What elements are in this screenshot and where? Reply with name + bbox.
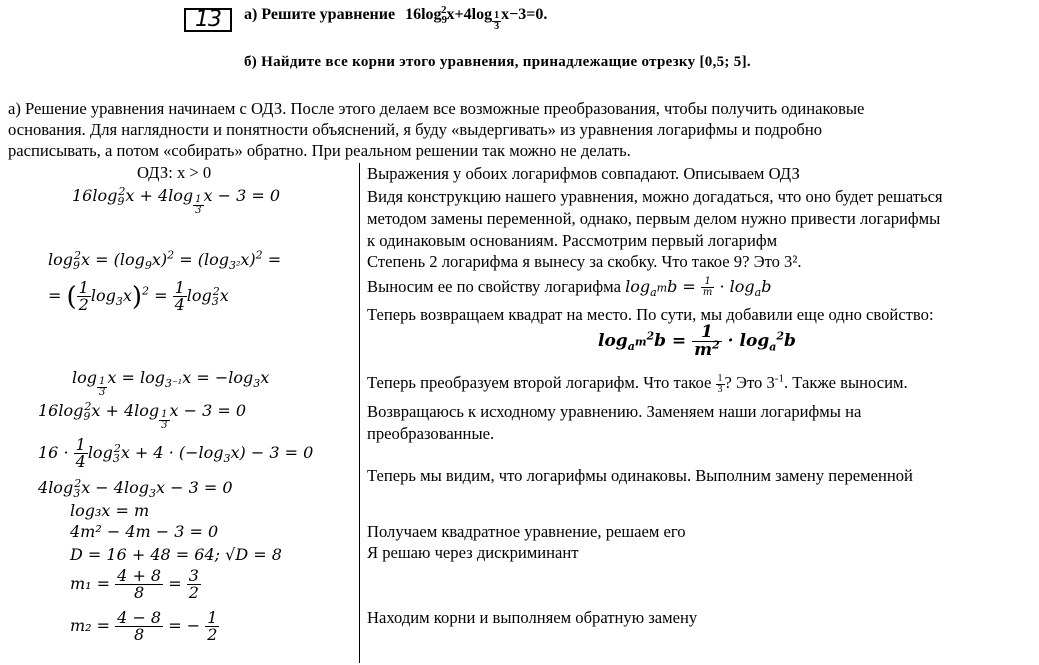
m2-lhs: m₂ = [70, 616, 111, 635]
right-line-8: Теперь преобразуем второй логарифм. Что такое $\frac{1}{3}$ ? Это $3^{-1}$. Также выносим. [367, 372, 908, 395]
equation-repeat: $16\log_9^2x + 4\log$ $\frac{1}{3}$ x − 3 = 0 [38, 399, 247, 431]
right-line-4: к одинаковым основаниям. Рассмотрим первый логарифм [367, 231, 778, 250]
m1-res-den: 2 [188, 583, 199, 602]
task-number: 13 [195, 7, 221, 32]
root-m2: m₂ = $\frac{4 - 8}{8}$ = − $\frac{1}{2}$ [70, 608, 218, 644]
m1-num: 4 + 8 [117, 566, 162, 585]
quadratic-equation: 4m² − 4m − 3 = 0 [70, 522, 219, 541]
equation-original: $16\log_9^2x + 4\log$ $\frac{1}{3}$ x − 3 = 0 [72, 184, 281, 216]
right-line-12: Получаем квадратное уравнение, решаем его [367, 522, 686, 541]
equation-simplified: $4\log_3^2x - 4\log_3x - 3 = 0$ [38, 476, 233, 501]
log-property-bold: $\log_{a^m}^2b$ = $\frac{1}{m^2}$ · $\log_a^2b$ [598, 322, 796, 360]
intro-line-2: основания. Для наглядности и понятности объяснений, я буду «выдергивать» из уравнения логарифмы и подробно [8, 120, 823, 139]
right-line-8c: . Также выносим. [783, 373, 908, 392]
right-line-11: Теперь мы видим, что логарифмы одинаковы. Выполним замену переменной [367, 466, 913, 485]
log-transform-2: = ( $\frac{1}{2}$ $\log_3x)^2$ = $\frac{1}{4}$ $\log_3^2x$ [48, 278, 229, 314]
part-a-equation: $16\log_9^2x+4\log$ $\frac{1}{3}$ x−3=0. [405, 3, 548, 32]
intro-line-3: расписывать, а потом «собирать» обратно. При реальном решении так можно не делать. [8, 141, 631, 160]
right-line-9: Возвращаюсь к исходному уравнению. Заменяем наши логарифмы на [367, 402, 862, 421]
m1-res-num: 3 [188, 566, 199, 585]
m2-den: 8 [115, 626, 163, 643]
part-a-eq-post: x−3=0. [501, 6, 548, 23]
right-line-13: Я решаю через дискриминант [367, 543, 579, 562]
discriminant: D = 16 + 48 = 64; √D = 8 [70, 545, 282, 564]
column-divider [359, 163, 360, 663]
intro-line-1: а) Решение уравнения начинаем с ОДЗ. После этого делаем все возможные преобразования, чтобы получить одинаковые [8, 99, 865, 118]
right-line-6-text: Выносим ее по свойству логарифма [367, 277, 621, 296]
right-line-8b: ? Это 3 [724, 373, 775, 392]
right-line-10: преобразованные. [367, 424, 495, 443]
log-transform-3: log $\frac{1}{3}$ $x = \log_{3^{-1}}x = -\log_3x$ [72, 368, 270, 398]
m2-res-num: 1 [207, 608, 218, 627]
m2-res-den: 2 [207, 625, 218, 644]
intro-paragraph [8, 98, 1028, 161]
right-line-14: Находим корни и выполняем обратную замену [367, 608, 698, 627]
m1-lhs: m₁ = [70, 574, 111, 593]
right-line-1: Выражения у обоих логарифмов совпадают. Описываем ОДЗ [367, 164, 800, 183]
one-third-frac: $\frac{1}{3}$ [717, 372, 723, 395]
root-m1: m₁ = $\frac{4 + 8}{8}$ = $\frac{3}{2}$ [70, 566, 199, 602]
substitution: log₃x = m [70, 501, 150, 520]
m2-num: 4 − 8 [117, 608, 162, 627]
right-line-7: Теперь возвращаем квадрат на место. По сути, мы добавили еще одно свойство: [367, 305, 934, 324]
part-a-statement [244, 3, 548, 32]
right-line-8a: Теперь преобразуем второй логарифм. Что такое [367, 373, 712, 392]
part-a-eq-mid: x+4log [446, 6, 493, 23]
part-a-eq-pre: 16log [405, 6, 442, 23]
task-number-box [184, 8, 232, 32]
right-line-6 [367, 276, 771, 298]
log-transform-1: $\log_9^2x = (\log_9x)^2 = (\log_{3^2}x)^2$ = [48, 248, 282, 273]
part-a-base-frac: $\frac{1}{3}$ [494, 10, 500, 32]
right-line-3: методом замены переменной, однако, первым делом нужно привести логарифмы [367, 209, 941, 228]
part-b-statement: б) Найдите все корни этого уравнения, принадлежащие отрезку [0,5; 5]. [244, 54, 751, 70]
odz-label: ОДЗ: x > 0 [137, 163, 212, 182]
right-line-2: Видя конструкцию нашего уравнения, можно догадаться, что оно будет решаться [367, 187, 943, 206]
part-a-prefix: а) Решите уравнение [244, 6, 396, 23]
right-line-5: Степень 2 логарифма я вынесу за скобку. Что такое 9? Это 3². [367, 252, 802, 271]
log-property-formula: $\log_{a^m}b$ = $\frac{1}{m}$ · $\log_ab$ [625, 276, 772, 300]
m1-den: 8 [115, 584, 163, 601]
equation-substituted: 16 · $\frac{1}{4}$ $\log_3^2x + 4 \cdot (-\log_3x) - 3 = 0$ [38, 435, 314, 471]
